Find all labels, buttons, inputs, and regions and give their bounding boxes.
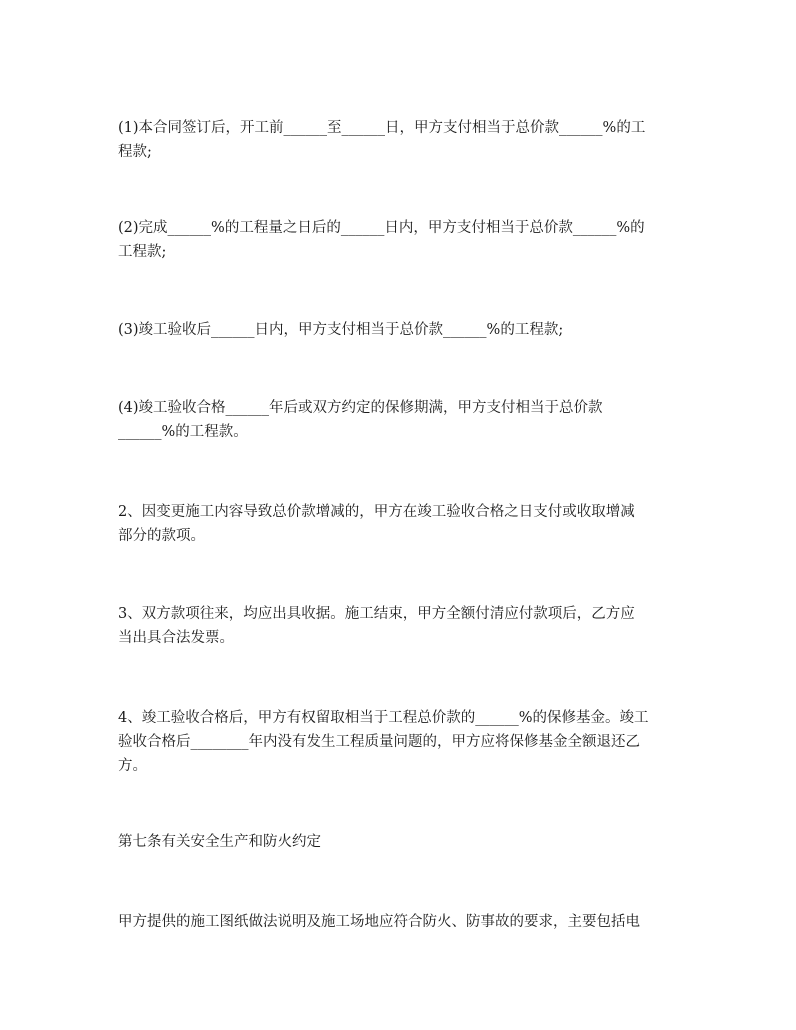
- text-line: 甲方提供的施工图纸做法说明及施工场地应符合防火、防事故的要求，主要包括电: [118, 914, 640, 930]
- payment-term-3: [118, 318, 684, 342]
- payment-term-4: [118, 396, 684, 444]
- payment-term-1: [118, 116, 684, 164]
- text-line: 工程款;: [118, 244, 167, 260]
- text-line: 部分的款项。: [118, 528, 205, 544]
- text-line: (3)竣工验收后______日内，甲方支付相当于总价款______%的工程款;: [118, 322, 564, 338]
- text-line: 第七条有关安全生产和防火约定: [118, 834, 321, 850]
- payment-term-2: [118, 216, 684, 264]
- clause-3-receipts: [118, 602, 684, 650]
- text-line: (2)完成______%的工程量之日后的______日内，甲方支付相当于总价款______%的: [118, 220, 645, 236]
- text-line: 方。: [118, 758, 147, 774]
- text-line: 程款;: [118, 144, 152, 160]
- text-line: 验收合格后________年内没有发生工程质量问题的，甲方应将保修基金全额退还乙: [118, 734, 640, 750]
- text-line: ______%的工程款。: [118, 424, 248, 440]
- article-7-body: [118, 910, 684, 934]
- clause-4-warranty-fund: [118, 706, 684, 778]
- text-line: (4)竣工验收合格______年后或双方约定的保修期满，甲方支付相当于总价款: [118, 400, 603, 416]
- text-line: 当出具合法发票。: [118, 630, 234, 646]
- clause-2-price-change: [118, 500, 684, 548]
- article-7-heading: [118, 830, 684, 854]
- text-line: 4、竣工验收合格后，甲方有权留取相当于工程总价款的______%的保修基金。竣工: [118, 710, 649, 726]
- text-line: (1)本合同签订后，开工前______至______日，甲方支付相当于总价款______%的工: [118, 120, 646, 136]
- text-line: 2、因变更施工内容导致总价款增减的，甲方在竣工验收合格之日支付或收取增减: [118, 504, 635, 520]
- text-line: 3、双方款项往来，均应出具收据。施工结束，甲方全额付清应付款项后，乙方应: [118, 606, 635, 622]
